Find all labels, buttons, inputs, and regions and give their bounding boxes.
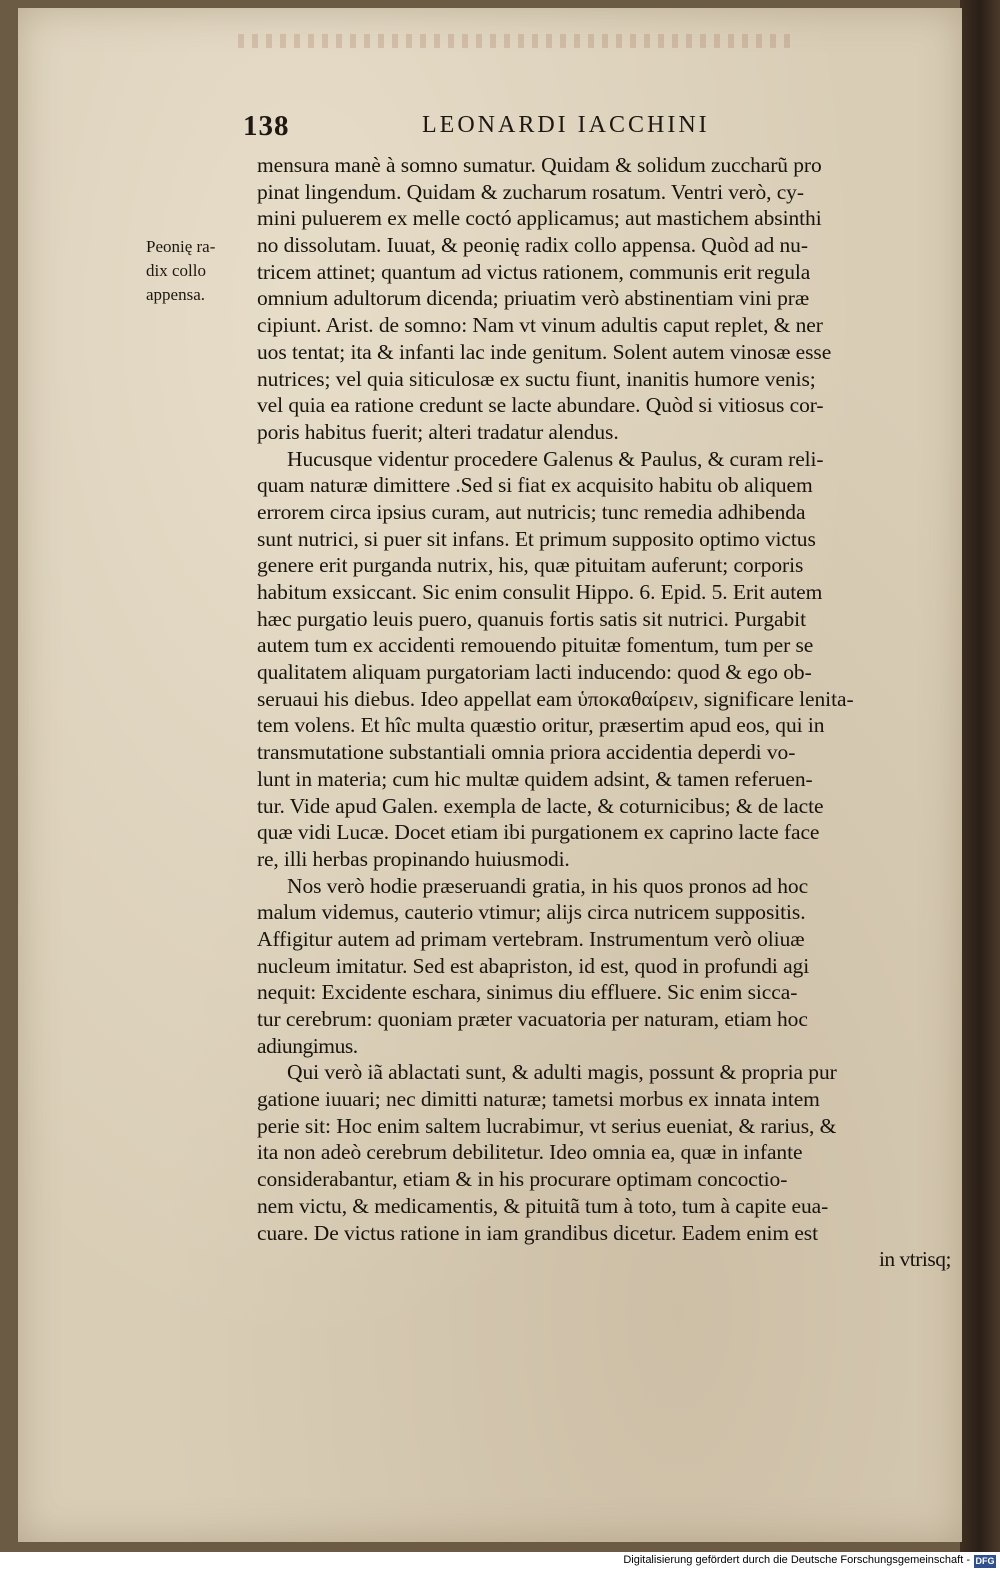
text-line: quæ vidi Lucæ. Docet etiam ibi purgationem ex caprino lacte face	[257, 820, 820, 845]
text-line: nutrices; vel quia siticulosæ ex suctu fiunt, inanitis humore venis;	[257, 366, 816, 391]
text-line: nucleum imitatur. Sed est abapriston, id est, quod in profundi agi	[257, 953, 810, 978]
text-line: vel quia ea ratione credunt se lacte abundare. Quòd si vitiosus cor-	[257, 393, 824, 418]
margin-note-line: appensa.	[146, 285, 206, 304]
text-line: nem victu, & medicamentis, & pituitã tum à toto, tum à capite eua-	[257, 1193, 829, 1218]
page-header	[0, 110, 1000, 150]
text-line: uos tentat; ita & infanti lac inde genitum. Solent autem vinosæ esse	[257, 339, 832, 364]
text-line: no dissolutam. Iuuat, & peonię radix collo appensa. Quòd ad nu-	[257, 233, 808, 258]
text-line: adiungimus.	[257, 1033, 358, 1058]
margin-note	[146, 235, 256, 307]
text-line: sunt nutrici, si puer sit infans. Et primum supposito optimo victus	[257, 526, 816, 551]
text-line: tur cerebrum: quoniam præter vacuatoria per naturam, etiam hoc	[257, 1007, 808, 1031]
text-line: ita non adeò cerebrum debilitetur. Ideo omnia ea, quæ in infante	[257, 1140, 803, 1165]
page-number: 138	[243, 110, 290, 142]
text-line: considerabantur, etiam & in his procurare optimam concoctio-	[257, 1167, 788, 1192]
text-line: Hucusque videntur procedere Galenus & Paulus, & curam reli-	[287, 446, 824, 471]
book-binding-edge	[960, 0, 1000, 1552]
text-line: malum videmus, cauterio vtimur; alijs circa nutricem suppositis.	[257, 900, 806, 925]
funding-credit: Digitalisierung gefördert durch die Deutsche Forschungsgemeinschaft -	[623, 1554, 970, 1566]
text-line: seruaui his diebus. Ideo appellat eam ὑποκαθαίρειν, significare lenita-	[257, 686, 854, 711]
text-line: Nos verò hodie præseruandi gratia, in his quos pronos ad hoc	[287, 873, 809, 898]
body-text	[257, 152, 957, 1273]
text-line: tem volens. Et hîc multa quæstio oritur, præsertim apud eos, qui in	[257, 713, 825, 738]
text-line: autem tum ex accidenti remouendo pituitæ fomentum, tum per se	[257, 633, 814, 658]
text-line: tur. Vide apud Galen. exempla de lacte, & coturnicibus; & de lacte	[257, 793, 824, 818]
text-line: omnium adultorum dicenda; priuatim verò abstinentiam vini præ	[257, 286, 810, 311]
text-line: quam naturæ dimittere .Sed si fiat ex acquisito habitu ob aliquem	[257, 473, 813, 498]
text-line: hæc purgatio leuis puero, quanuis fortis satis sit nutrici. Purgabit	[257, 606, 806, 631]
text-line: pinat lingendum. Quidam & zucharum rosatum. Ventri verò, cy-	[257, 179, 804, 204]
text-line: transmutatione substantiali omnia priora accidentia deperdi vo-	[257, 740, 796, 765]
page-stain	[238, 34, 798, 48]
text-line: genere erit purganda nutrix, his, quæ pituitam auferunt; corporis	[257, 553, 804, 578]
margin-note-line: Peonię ra-	[146, 237, 216, 256]
text-line: qualitatem aliquam purgatoriam lacti inducendo: quod & ego ob-	[257, 660, 812, 685]
running-head: LEONARDI IACCHINI	[422, 112, 710, 138]
dfg-logo: DFG	[975, 1556, 995, 1566]
text-line: Qui verò iã ablactati sunt, & adulti magis, possunt & propria pur	[287, 1060, 837, 1085]
text-line: mini puluerem ex melle coctó applicamus; aut mastichem absinthi	[257, 206, 822, 231]
text-line: perie sit: Hoc enim saltem lucrabimur, vt serius eueniat, & rarius, &	[257, 1113, 837, 1138]
text-line: errorem circa ipsius curam, aut nutricis; tunc remedia adhibenda	[257, 499, 806, 524]
footer-strip	[0, 1552, 1000, 1571]
text-line: Affigitur autem ad primam vertebram. Instrumentum verò oliuæ	[257, 926, 805, 951]
text-line: lunt in materia; cum hic multæ quidem adsint, & tamen referuen-	[257, 766, 813, 791]
margin-note-line: dix collo	[146, 261, 206, 280]
text-line: poris habitus fuerit; alteri tradatur alendus.	[257, 419, 619, 444]
text-line: mensura manè à somno sumatur. Quidam & solidum zuccharũ pro	[257, 153, 822, 177]
text-line: cuare. De victus ratione in iam grandibus dicetur. Eadem enim est	[257, 1220, 818, 1245]
text-line: re, illi herbas propinando huiusmodi.	[257, 846, 570, 871]
text-line: habitum exsiccant. Sic enim consulit Hippo. 6. Epid. 5. Erit autem	[257, 580, 823, 604]
text-line: cipiunt. Arist. de somno: Nam vt vinum adultis caput replet, & ner	[257, 313, 823, 338]
text-line: nequit: Excidente eschara, sinimus diu effluere. Sic enim sicca-	[257, 980, 798, 1005]
catchword: in vtrisq;	[878, 1247, 951, 1272]
text-line: gatione iuuari; nec dimitti naturæ; tametsi morbus ex innata intem	[257, 1087, 820, 1112]
text-line: tricem attinet; quantum ad victus rationem, communis erit regula	[257, 259, 811, 284]
